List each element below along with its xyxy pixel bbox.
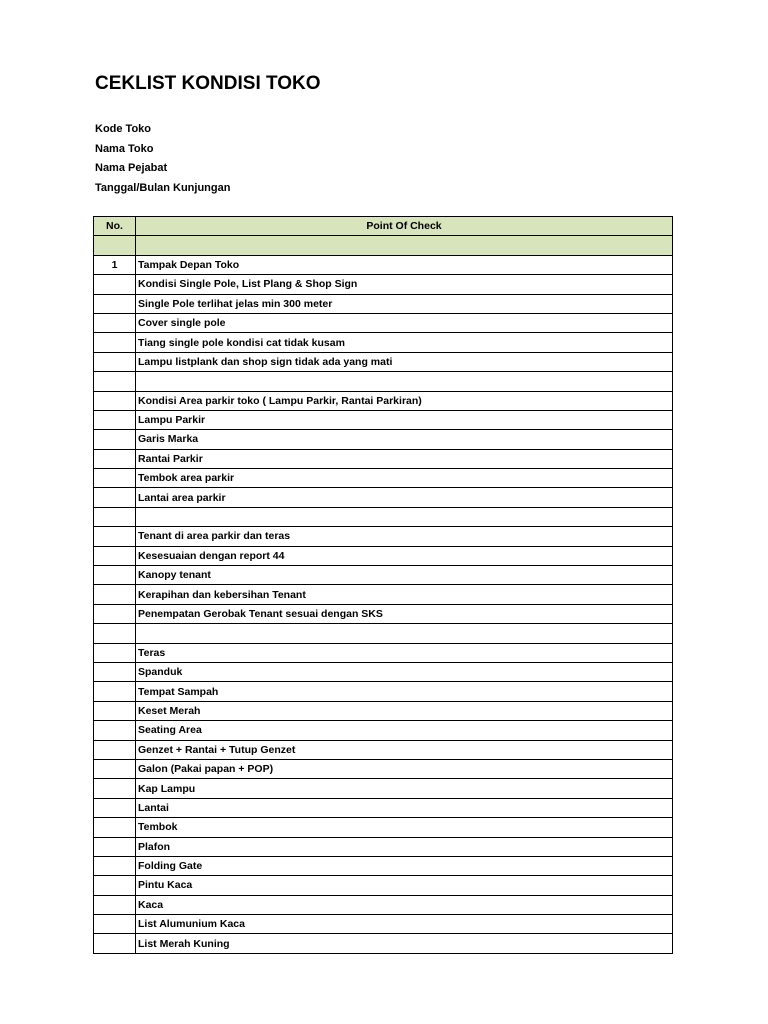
info-field-nama-toko: Nama Toko bbox=[95, 142, 154, 155]
row-number-cell bbox=[94, 876, 136, 895]
row-number-cell bbox=[94, 759, 136, 778]
row-number-cell bbox=[94, 449, 136, 468]
table-row bbox=[94, 275, 673, 294]
table-row bbox=[94, 449, 673, 468]
row-number-cell bbox=[94, 236, 136, 255]
row-check-item-cell: Galon (Pakai papan + POP) bbox=[136, 759, 673, 778]
row-check-item-cell: Tiang single pole kondisi cat tidak kusam bbox=[136, 333, 673, 352]
page-title: CEKLIST KONDISI TOKO bbox=[95, 73, 321, 94]
row-number-cell bbox=[94, 624, 136, 643]
row-number-cell bbox=[94, 721, 136, 740]
table-row bbox=[94, 469, 673, 488]
row-check-item-cell: Kerapihan dan kebersihan Tenant bbox=[136, 585, 673, 604]
table-row bbox=[94, 837, 673, 856]
table-row bbox=[94, 585, 673, 604]
row-check-item-cell: Cover single pole bbox=[136, 313, 673, 332]
row-number-cell bbox=[94, 410, 136, 429]
row-number-cell bbox=[94, 391, 136, 410]
row-check-item-cell: Single Pole terlihat jelas min 300 meter bbox=[136, 294, 673, 313]
row-check-item-cell: Penempatan Gerobak Tenant sesuai dengan SKS bbox=[136, 604, 673, 623]
row-number-cell bbox=[94, 856, 136, 875]
row-check-item-cell bbox=[136, 507, 673, 526]
row-check-item-cell: Keset Merah bbox=[136, 701, 673, 720]
row-number-cell bbox=[94, 488, 136, 507]
store-info-fields bbox=[95, 121, 230, 199]
row-check-item-cell: Rantai Parkir bbox=[136, 449, 673, 468]
row-number-cell bbox=[94, 566, 136, 585]
row-number-cell bbox=[94, 507, 136, 526]
row-check-item-cell: Tenant di area parkir dan teras bbox=[136, 527, 673, 546]
table-row bbox=[94, 759, 673, 778]
table-row bbox=[94, 294, 673, 313]
row-number-cell bbox=[94, 313, 136, 332]
info-field-nama-pejabat: Nama Pejabat bbox=[95, 162, 168, 174]
table-row bbox=[94, 624, 673, 643]
table-row bbox=[94, 488, 673, 507]
row-check-item-cell: Lantai area parkir bbox=[136, 488, 673, 507]
row-number-cell bbox=[94, 779, 136, 798]
table-row bbox=[94, 876, 673, 895]
table-row bbox=[94, 507, 673, 526]
table-row bbox=[94, 798, 673, 817]
row-check-item-cell: Genzet + Rantai + Tutup Genzet bbox=[136, 740, 673, 759]
row-number-cell bbox=[94, 275, 136, 294]
row-number-cell bbox=[94, 798, 136, 817]
row-check-item-cell: Kesesuaian dengan report 44 bbox=[136, 546, 673, 565]
row-check-item-cell: Pintu Kaca bbox=[136, 876, 673, 895]
table-row bbox=[94, 779, 673, 798]
row-number-cell bbox=[94, 430, 136, 449]
row-number-cell bbox=[94, 701, 136, 720]
row-check-item-cell: Tampak Depan Toko bbox=[136, 255, 673, 274]
row-check-item-cell: Kondisi Area parkir toko ( Lampu Parkir, Rantai Parkiran) bbox=[136, 391, 673, 410]
row-check-item-cell: Teras bbox=[136, 643, 673, 662]
table-row bbox=[94, 856, 673, 875]
row-check-item-cell bbox=[136, 624, 673, 643]
row-check-item-cell: Plafon bbox=[136, 837, 673, 856]
checklist-table bbox=[93, 216, 673, 954]
table-row bbox=[94, 372, 673, 391]
row-check-item-cell: Seating Area bbox=[136, 721, 673, 740]
info-field-tanggal-kunjungan: Tanggal/Bulan Kunjungan bbox=[95, 181, 231, 194]
table-row bbox=[94, 566, 673, 585]
row-number-cell bbox=[94, 643, 136, 662]
column-header-no: No. bbox=[94, 217, 136, 236]
row-check-item-cell bbox=[136, 372, 673, 391]
table-body bbox=[94, 236, 673, 953]
row-number-cell bbox=[94, 682, 136, 701]
row-number-cell bbox=[94, 372, 136, 391]
row-number-cell bbox=[94, 527, 136, 546]
row-number-cell bbox=[94, 546, 136, 565]
row-number-cell bbox=[94, 662, 136, 681]
row-check-item-cell: Tembok bbox=[136, 818, 673, 837]
row-check-item-cell: Tembok area parkir bbox=[136, 469, 673, 488]
table-row bbox=[94, 527, 673, 546]
table-row bbox=[94, 701, 673, 720]
table-row bbox=[94, 643, 673, 662]
row-number-cell bbox=[94, 837, 136, 856]
row-number-cell bbox=[94, 818, 136, 837]
table-row bbox=[94, 740, 673, 759]
table-row bbox=[94, 410, 673, 429]
table-row bbox=[94, 352, 673, 371]
row-check-item-cell: Tempat Sampah bbox=[136, 682, 673, 701]
table-row bbox=[94, 915, 673, 934]
table-row bbox=[94, 255, 673, 274]
column-header-point-of-check: Point Of Check bbox=[136, 217, 673, 236]
row-check-item-cell: Lampu listplank dan shop sign tidak ada yang mati bbox=[136, 352, 673, 371]
row-number-cell bbox=[94, 740, 136, 759]
table-row bbox=[94, 236, 673, 255]
row-check-item-cell: Kap Lampu bbox=[136, 779, 673, 798]
table-row bbox=[94, 662, 673, 681]
row-number-cell bbox=[94, 333, 136, 352]
row-number-cell bbox=[94, 895, 136, 914]
row-check-item-cell: List Alumunium Kaca bbox=[136, 915, 673, 934]
row-check-item-cell: Kondisi Single Pole, List Plang & Shop Sign bbox=[136, 275, 673, 294]
table-row bbox=[94, 721, 673, 740]
table-row bbox=[94, 604, 673, 623]
row-check-item-cell: Spanduk bbox=[136, 662, 673, 681]
row-number-cell bbox=[94, 294, 136, 313]
row-check-item-cell: Lampu Parkir bbox=[136, 410, 673, 429]
row-check-item-cell: Folding Gate bbox=[136, 856, 673, 875]
row-number-cell bbox=[94, 604, 136, 623]
row-check-item-cell: List Merah Kuning bbox=[136, 934, 673, 953]
row-check-item-cell: Kaca bbox=[136, 895, 673, 914]
table-row bbox=[94, 682, 673, 701]
row-check-item-cell: Garis Marka bbox=[136, 430, 673, 449]
row-number-cell bbox=[94, 352, 136, 371]
table-row bbox=[94, 934, 673, 953]
info-field-kode-toko: Kode Toko bbox=[95, 123, 152, 135]
table-row bbox=[94, 895, 673, 914]
row-number-cell bbox=[94, 934, 136, 953]
row-number-cell bbox=[94, 469, 136, 488]
row-number-cell: 1 bbox=[94, 255, 136, 274]
row-check-item-cell: Lantai bbox=[136, 798, 673, 817]
table-row bbox=[94, 391, 673, 410]
table-row bbox=[94, 818, 673, 837]
row-check-item-cell: Kanopy tenant bbox=[136, 566, 673, 585]
table-header-row bbox=[94, 217, 673, 236]
table-row bbox=[94, 313, 673, 332]
table-row bbox=[94, 430, 673, 449]
row-check-item-cell bbox=[136, 236, 673, 255]
table-row bbox=[94, 546, 673, 565]
table-row bbox=[94, 333, 673, 352]
row-number-cell bbox=[94, 585, 136, 604]
row-number-cell bbox=[94, 915, 136, 934]
